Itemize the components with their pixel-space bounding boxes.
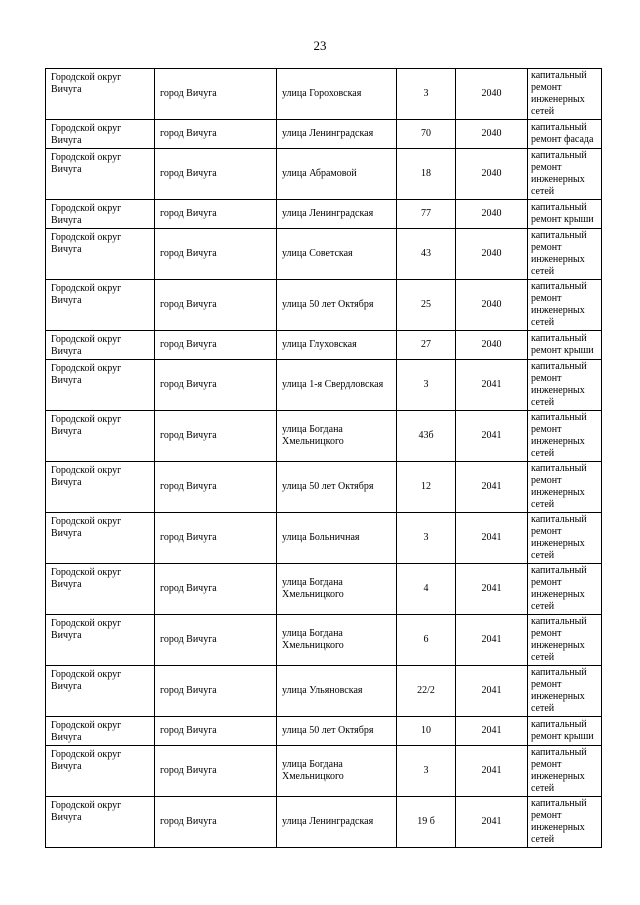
table-row: [46, 564, 602, 615]
year-cell: 2041: [456, 513, 528, 564]
settlement-cell: город Вичуга: [155, 331, 277, 360]
table-row: [46, 149, 602, 200]
district-cell: Городской округ Вичуга: [46, 200, 155, 229]
district-cell: Городской округ Вичуга: [46, 513, 155, 564]
settlement-cell: город Вичуга: [155, 462, 277, 513]
table-row: [46, 331, 602, 360]
table-body: [46, 69, 602, 848]
house-number-cell: 3: [397, 746, 456, 797]
work-type-cell: капитальный ремонт инженерных сетей: [528, 746, 602, 797]
year-cell: 2041: [456, 666, 528, 717]
year-cell: 2040: [456, 229, 528, 280]
table-row: [46, 746, 602, 797]
district-cell: Городской округ Вичуга: [46, 149, 155, 200]
street-cell: улица 1-я Свердловская: [277, 360, 397, 411]
district-cell: Городской округ Вичуга: [46, 120, 155, 149]
settlement-cell: город Вичуга: [155, 200, 277, 229]
table-row: [46, 411, 602, 462]
street-cell: улица 50 лет Октября: [277, 280, 397, 331]
table-row: [46, 69, 602, 120]
house-number-cell: 3: [397, 513, 456, 564]
district-cell: Городской округ Вичуга: [46, 666, 155, 717]
work-type-cell: капитальный ремонт инженерных сетей: [528, 462, 602, 513]
district-cell: Городской округ Вичуга: [46, 280, 155, 331]
year-cell: 2040: [456, 120, 528, 149]
street-cell: улица Гороховская: [277, 69, 397, 120]
district-cell: Городской округ Вичуга: [46, 462, 155, 513]
settlement-cell: город Вичуга: [155, 280, 277, 331]
street-cell: улица Богдана Хмельницкого: [277, 564, 397, 615]
house-number-cell: 4: [397, 564, 456, 615]
year-cell: 2041: [456, 411, 528, 462]
settlement-cell: город Вичуга: [155, 746, 277, 797]
settlement-cell: город Вичуга: [155, 149, 277, 200]
work-type-cell: капитальный ремонт крыши: [528, 331, 602, 360]
year-cell: 2041: [456, 462, 528, 513]
year-cell: 2040: [456, 331, 528, 360]
settlement-cell: город Вичуга: [155, 797, 277, 848]
district-cell: Городской округ Вичуга: [46, 746, 155, 797]
house-number-cell: 27: [397, 331, 456, 360]
district-cell: Городской округ Вичуга: [46, 564, 155, 615]
year-cell: 2040: [456, 69, 528, 120]
page-number: 23: [313, 38, 327, 53]
house-number-cell: 12: [397, 462, 456, 513]
work-type-cell: капитальный ремонт инженерных сетей: [528, 229, 602, 280]
table-row: [46, 360, 602, 411]
street-cell: улица Советская: [277, 229, 397, 280]
district-cell: Городской округ Вичуга: [46, 331, 155, 360]
house-number-cell: 18: [397, 149, 456, 200]
settlement-cell: город Вичуга: [155, 120, 277, 149]
street-cell: улица Ленинградская: [277, 200, 397, 229]
settlement-cell: город Вичуга: [155, 717, 277, 746]
year-cell: 2041: [456, 564, 528, 615]
settlement-cell: город Вичуга: [155, 69, 277, 120]
work-type-cell: капитальный ремонт инженерных сетей: [528, 411, 602, 462]
district-cell: Городской округ Вичуга: [46, 229, 155, 280]
district-cell: Городской округ Вичуга: [46, 360, 155, 411]
settlement-cell: город Вичуга: [155, 360, 277, 411]
settlement-cell: город Вичуга: [155, 411, 277, 462]
house-number-cell: 70: [397, 120, 456, 149]
table-row: [46, 120, 602, 149]
year-cell: 2040: [456, 200, 528, 229]
house-number-cell: 77: [397, 200, 456, 229]
street-cell: улица Больничная: [277, 513, 397, 564]
table-row: [46, 200, 602, 229]
work-type-cell: капитальный ремонт инженерных сетей: [528, 69, 602, 120]
work-type-cell: капитальный ремонт крыши: [528, 717, 602, 746]
table-row: [46, 280, 602, 331]
house-number-cell: 10: [397, 717, 456, 746]
street-cell: улица 50 лет Октября: [277, 462, 397, 513]
year-cell: 2041: [456, 360, 528, 411]
work-type-cell: капитальный ремонт инженерных сетей: [528, 615, 602, 666]
settlement-cell: город Вичуга: [155, 564, 277, 615]
work-type-cell: капитальный ремонт инженерных сетей: [528, 149, 602, 200]
table-row: [46, 615, 602, 666]
district-cell: Городской округ Вичуга: [46, 69, 155, 120]
house-number-cell: 43б: [397, 411, 456, 462]
work-type-cell: капитальный ремонт инженерных сетей: [528, 360, 602, 411]
street-cell: улица Ленинградская: [277, 120, 397, 149]
settlement-cell: город Вичуга: [155, 615, 277, 666]
district-cell: Городской округ Вичуга: [46, 615, 155, 666]
settlement-cell: город Вичуга: [155, 229, 277, 280]
house-number-cell: 19 б: [397, 797, 456, 848]
year-cell: 2041: [456, 717, 528, 746]
table-row: [46, 666, 602, 717]
street-cell: улица Глуховская: [277, 331, 397, 360]
repair-schedule-table: [45, 68, 602, 848]
table-row: [46, 513, 602, 564]
street-cell: улица 50 лет Октября: [277, 717, 397, 746]
work-type-cell: капитальный ремонт крыши: [528, 200, 602, 229]
house-number-cell: 22/2: [397, 666, 456, 717]
year-cell: 2040: [456, 149, 528, 200]
street-cell: улица Абрамовой: [277, 149, 397, 200]
table-row: [46, 462, 602, 513]
work-type-cell: капитальный ремонт инженерных сетей: [528, 564, 602, 615]
house-number-cell: 3: [397, 69, 456, 120]
work-type-cell: капитальный ремонт инженерных сетей: [528, 513, 602, 564]
year-cell: 2041: [456, 797, 528, 848]
work-type-cell: капитальный ремонт инженерных сетей: [528, 280, 602, 331]
year-cell: 2041: [456, 746, 528, 797]
district-cell: Городской округ Вичуга: [46, 717, 155, 746]
settlement-cell: город Вичуга: [155, 513, 277, 564]
work-type-cell: капитальный ремонт фасада: [528, 120, 602, 149]
table-row: [46, 717, 602, 746]
settlement-cell: город Вичуга: [155, 666, 277, 717]
street-cell: улица Богдана Хмельницкого: [277, 615, 397, 666]
work-type-cell: капитальный ремонт инженерных сетей: [528, 666, 602, 717]
street-cell: улица Богдана Хмельницкого: [277, 411, 397, 462]
street-cell: улица Богдана Хмельницкого: [277, 746, 397, 797]
house-number-cell: 6: [397, 615, 456, 666]
table-row: [46, 229, 602, 280]
district-cell: Городской округ Вичуга: [46, 797, 155, 848]
work-type-cell: капитальный ремонт инженерных сетей: [528, 797, 602, 848]
year-cell: 2041: [456, 615, 528, 666]
house-number-cell: 43: [397, 229, 456, 280]
table-row: [46, 797, 602, 848]
year-cell: 2040: [456, 280, 528, 331]
street-cell: улица Ленинградская: [277, 797, 397, 848]
street-cell: улица Ульяновская: [277, 666, 397, 717]
district-cell: Городской округ Вичуга: [46, 411, 155, 462]
house-number-cell: 25: [397, 280, 456, 331]
house-number-cell: 3: [397, 360, 456, 411]
